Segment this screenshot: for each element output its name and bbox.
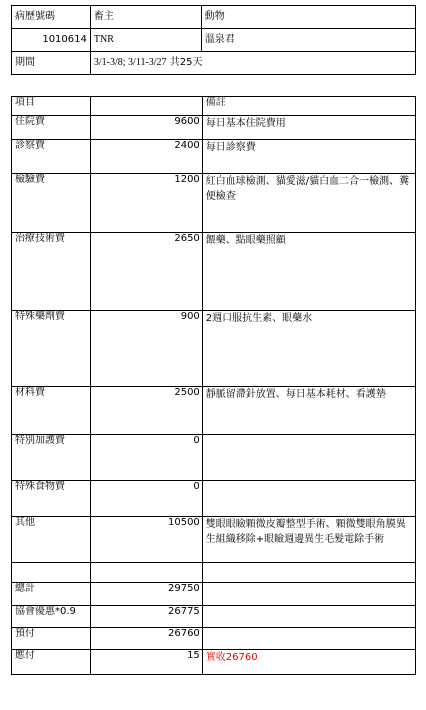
fee-amount: 26760 bbox=[90, 628, 202, 650]
fee-amount bbox=[90, 563, 202, 583]
fee-row bbox=[12, 583, 416, 606]
fee-amount: 0 bbox=[90, 481, 202, 517]
fee-row bbox=[12, 140, 416, 174]
amount-header bbox=[90, 97, 202, 116]
fee-item: 材料費 bbox=[12, 387, 91, 435]
fee-amount: 2500 bbox=[90, 387, 202, 435]
fee-amount: 26775 bbox=[90, 606, 202, 628]
record-number-value: 1010614 bbox=[12, 29, 91, 52]
fee-note: 紅白血球檢測、貓愛滋/貓白血二合一檢測、糞便檢查 bbox=[202, 174, 415, 233]
record-number-header: 病歷號碼 bbox=[12, 6, 91, 29]
fee-row bbox=[12, 311, 416, 387]
fee-amount: 15 bbox=[90, 650, 202, 675]
fee-amount: 9600 bbox=[90, 116, 202, 140]
fee-item: 特別加護費 bbox=[12, 435, 91, 481]
period-days: 共25天 bbox=[169, 57, 203, 68]
fee-row bbox=[12, 174, 416, 233]
fee-row bbox=[12, 233, 416, 311]
fee-item: 診察費 bbox=[12, 140, 91, 174]
fee-item: 檢驗費 bbox=[12, 174, 91, 233]
fee-note bbox=[202, 583, 415, 606]
fee-row bbox=[12, 116, 416, 140]
fee-note: 雙眼眼瞼顆微皮瓣整型手術、顆微雙眼角膜異生組織移除+眼瞼週邊異生毛髮電除手術 bbox=[202, 517, 415, 563]
note-header: 備註 bbox=[202, 97, 415, 116]
fee-row bbox=[12, 563, 416, 583]
fee-item: 其他 bbox=[12, 517, 91, 563]
fee-amount: 900 bbox=[90, 311, 202, 387]
patient-info-table bbox=[11, 5, 416, 75]
fee-header-row bbox=[12, 97, 416, 116]
fee-note: 每日基本住院費用 bbox=[202, 116, 415, 140]
fee-table bbox=[11, 96, 416, 675]
fee-note bbox=[202, 563, 415, 583]
fee-item: 住院費 bbox=[12, 116, 91, 140]
fee-amount: 2400 bbox=[90, 140, 202, 174]
fee-note bbox=[202, 481, 415, 517]
fee-item: 治療技術費 bbox=[12, 233, 91, 311]
period-label: 期間 bbox=[12, 52, 91, 75]
item-header: 項目 bbox=[12, 97, 91, 116]
period-cell bbox=[90, 52, 415, 75]
fee-amount: 0 bbox=[90, 435, 202, 481]
fee-row bbox=[12, 628, 416, 650]
fee-item: 應付 bbox=[12, 650, 91, 675]
fee-row bbox=[12, 650, 416, 675]
fee-note: 2週口服抗生素、眼藥水 bbox=[202, 311, 415, 387]
fee-note: 靜脈留滯針放置、每日基本耗材、看護墊 bbox=[202, 387, 415, 435]
info-header-row bbox=[12, 6, 416, 29]
fee-item: 總計 bbox=[12, 583, 91, 606]
owner-header: 畜主 bbox=[90, 6, 201, 29]
fee-row bbox=[12, 481, 416, 517]
fee-amount: 1200 bbox=[90, 174, 202, 233]
fee-note: 餵藥、點眼藥照顧 bbox=[202, 233, 415, 311]
fee-row bbox=[12, 387, 416, 435]
fee-item bbox=[12, 563, 91, 583]
fee-amount: 29750 bbox=[90, 583, 202, 606]
fee-amount: 2650 bbox=[90, 233, 202, 311]
fee-row bbox=[12, 517, 416, 563]
animal-value: 溫泉君 bbox=[201, 29, 415, 52]
fee-item: 預付 bbox=[12, 628, 91, 650]
fee-note bbox=[202, 435, 415, 481]
fee-note bbox=[202, 628, 415, 650]
fee-item: 協會優惠*0.9 bbox=[12, 606, 91, 628]
fee-item: 特殊食物費 bbox=[12, 481, 91, 517]
info-value-row bbox=[12, 29, 416, 52]
fee-item: 特殊藥劑費 bbox=[12, 311, 91, 387]
fee-row bbox=[12, 435, 416, 481]
fee-note bbox=[202, 606, 415, 628]
fee-note: 每日診察費 bbox=[202, 140, 415, 174]
period-dates: 3/1-3/8; 3/11-3/27 bbox=[93, 57, 167, 68]
period-row bbox=[12, 52, 416, 75]
fee-row bbox=[12, 606, 416, 628]
fee-amount: 10500 bbox=[90, 517, 202, 563]
fee-note: 實收26760 bbox=[202, 650, 415, 675]
animal-header: 動物 bbox=[201, 6, 415, 29]
owner-value: TNR bbox=[90, 29, 201, 52]
